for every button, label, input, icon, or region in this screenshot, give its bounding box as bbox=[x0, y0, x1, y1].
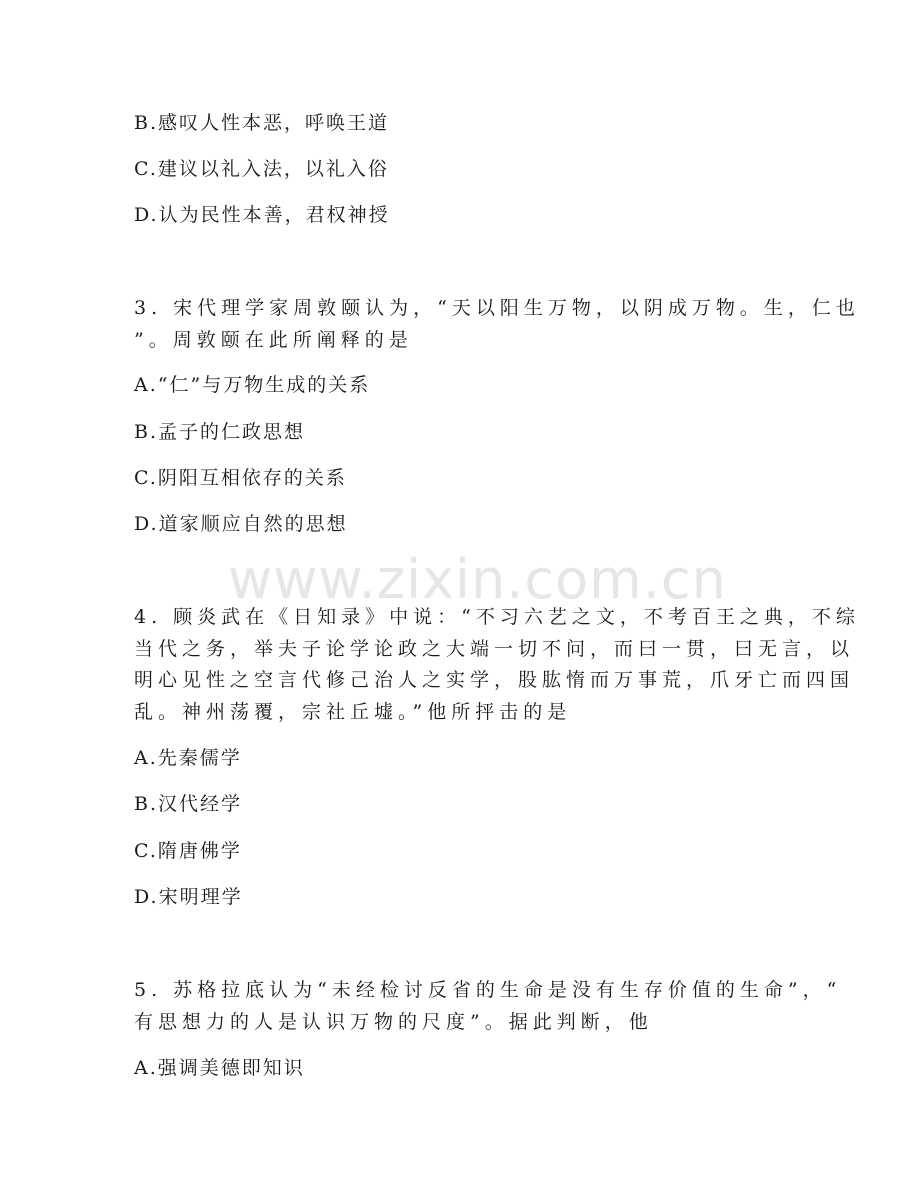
q4-stem-line-2: 当代之务，举夫子论学论政之大端一切不问，而曰一贯，曰无言，以 bbox=[134, 638, 855, 660]
q3-stem-line-2: ”。周敦颐在此所阐释的是 bbox=[134, 329, 413, 351]
q5-option-a: A.强调美德即知识 bbox=[134, 1057, 305, 1079]
q4-option-c: C.隋唐佛学 bbox=[134, 840, 242, 862]
q4-stem-line-1: 4. 顾炎武在《日知录》中说：“不习六艺之文，不考百王之典，不综 bbox=[134, 606, 860, 628]
q4-stem-line-4: 乱。神州荡覆，宗社丘墟。”他所抨击的是 bbox=[134, 701, 572, 723]
q5-stem-line-1: 5. 苏格拉底认为“未经检讨反省的生命是没有生存价值的生命”，“ bbox=[134, 979, 842, 1001]
q3-stem-line-1: 3. 宋代理学家周敦颐认为，“天以阳生万物，以阴成万物。生，仁也 bbox=[134, 297, 860, 319]
q4-stem-line-3: 明心见性之空言代修己治人之实学，股肱惰而万事荒，爪牙亡而四国 bbox=[134, 669, 855, 691]
q2-option-c: C.建议以礼入法，以礼入俗 bbox=[134, 158, 389, 180]
q3-option-c: C.阴阳互相依存的关系 bbox=[134, 467, 347, 489]
q4-option-b: B.汉代经学 bbox=[134, 793, 243, 815]
q5-stem-line-2: 有思想力的人是认识万物的尺度”。据此判断，他 bbox=[134, 1011, 653, 1033]
q4-option-d: D.宋明理学 bbox=[134, 886, 243, 908]
q4-option-a: A.先秦儒学 bbox=[134, 747, 242, 769]
q2-option-b: B.感叹人性本恶，呼唤王道 bbox=[134, 112, 390, 134]
q2-option-d: D.认为民性本善，君权神授 bbox=[134, 204, 390, 226]
watermark: www.zixin.com.cn bbox=[228, 548, 727, 611]
q3-option-a: A.“仁”与万物生成的关系 bbox=[134, 374, 371, 396]
q3-option-d: D.道家顺应自然的思想 bbox=[134, 513, 348, 535]
q3-option-b: B.孟子的仁政思想 bbox=[134, 421, 306, 443]
